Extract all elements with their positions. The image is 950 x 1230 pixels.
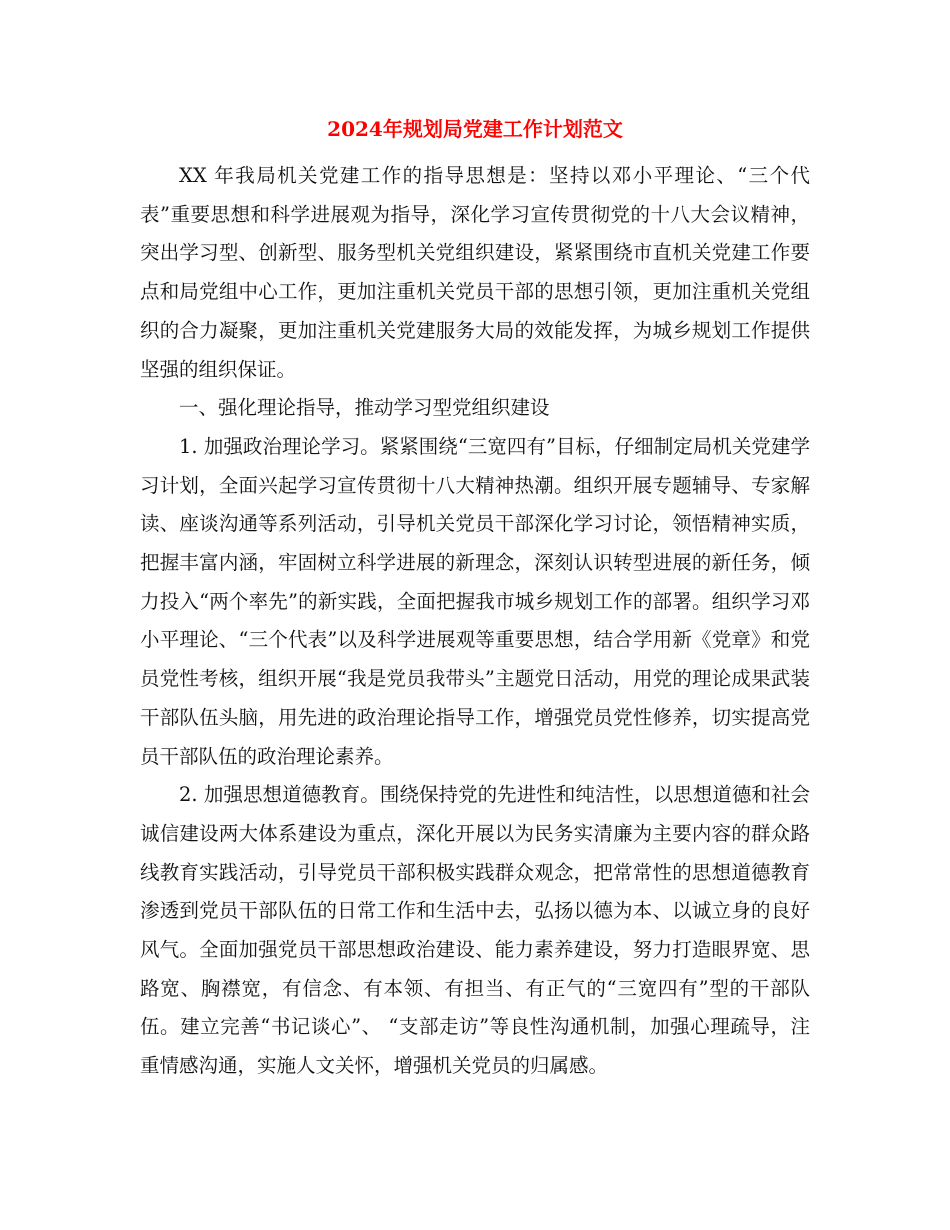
paragraph-political-theory: 1. 加强政治理论学习。紧紧围绕“三宽四有”目标，仔细制定局机关党建学习计划，全面兴起学习宣传贯彻十八大精神热潮。组织开展专题辅导、专家解读、座谈沟通等系列活动，引导机关党员干部深化学习讨论，领悟精神实质，把握丰富内涵，牢固树立科学进展的新理念，深刻认识转型进展的新任务，倾力投入“两个率先”的新实践，全面把握我市城乡规划工作的部署。组织学习邓小平理论、“三个代表”以及科学进展观等重要思想，结合学用新《党章》和党员党性考核，组织开展“我是党员我带头”主题党日活动，用党的理论成果武装干部队伍头脑，用先进的政治理论指导工作，增强党员党性修养，切实提高党员干部队伍的政治理论素养。 [140, 434, 810, 768]
section-heading-1: 一、强化理论指导，推动学习型党组织建设 [179, 396, 550, 420]
document-body [140, 157, 810, 1086]
paragraph-moral-education: 2. 加强思想道德教育。围绕保持党的先进性和纯洁性，以思想道德和社会诚信建设两大体系建设为重点，深化开展以为民务实清廉为主要内容的群众路线教育实践活动，引导党员干部积极实践群众观念，把常常性的思想道德教育渗透到党员干部队伍的日常工作和生活中去，弘扬以德为本、以诚立身的良好风气。全面加强党员干部思想政治建设、能力素养建设，努力打造眼界宽、思路宽、胸襟宽，有信念、有本领、有担当、有正气的“三宽四有”型的干部队伍。建立完善“书记谈心”、 “支部走访”等良性沟通机制，加强心理疏导，注重情感沟通，实施人文关怀，增强机关党员的归属感。 [140, 783, 810, 1078]
document-title: 2024年规划局党建工作计划范文 [327, 117, 623, 141]
paragraph-guiding-ideology: XX 年我局机关党建工作的指导思想是：坚持以邓小平理论、“三个代表”重要思想和科学进展观为指导，深化学习宣传贯彻党的十八大会议精神，突出学习型、创新型、服务型机关党组织建设，紧紧围绕市直机关党建工作要点和局党组中心工作，更加注重机关党员干部的思想引领，更加注重机关党组织的合力凝聚，更加注重机关党建服务大局的效能发挥，为城乡规划工作提供坚强的组织保证。 [140, 164, 810, 381]
